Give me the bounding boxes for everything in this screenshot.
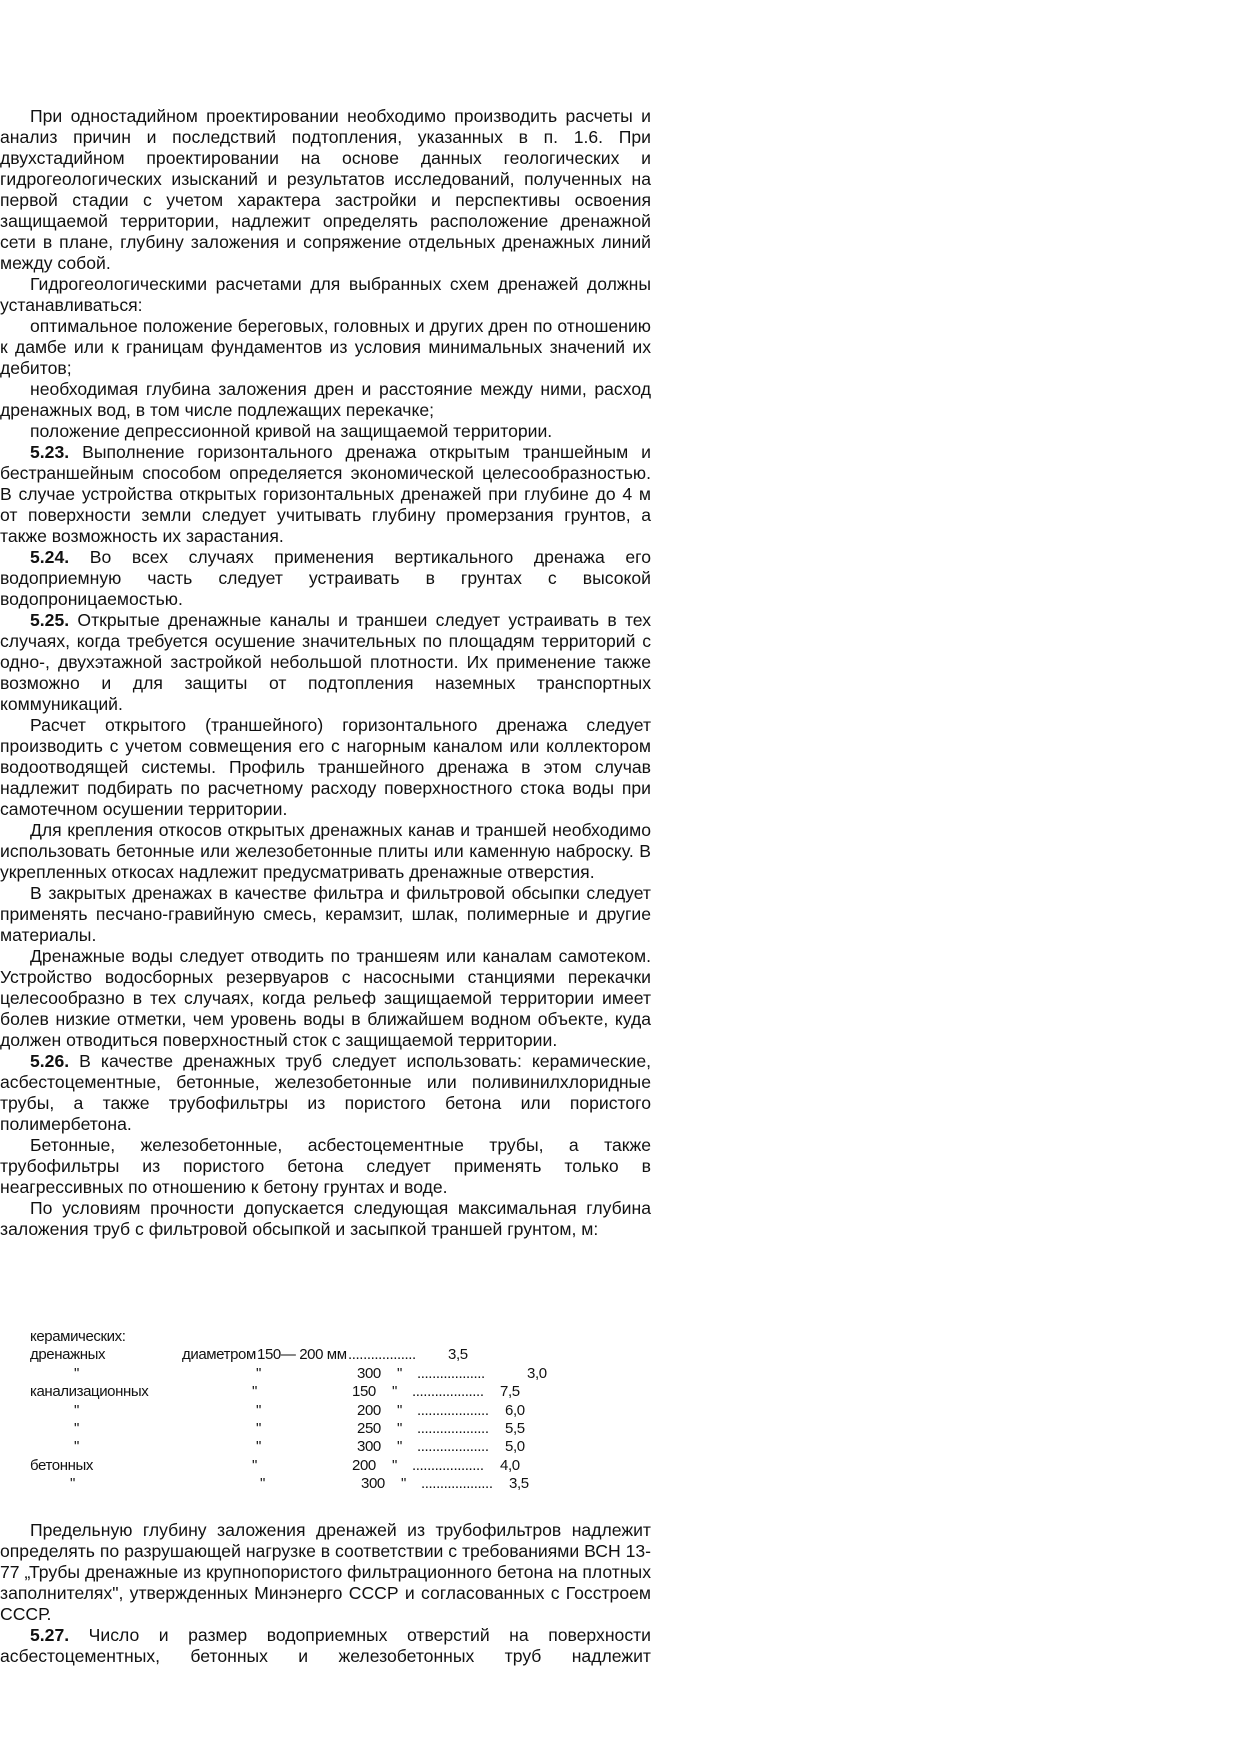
table-row xyxy=(30,1457,630,1475)
table-row xyxy=(30,1420,630,1438)
depth-value: 3,5 xyxy=(509,1475,529,1493)
clause-number: 5.23. xyxy=(30,442,70,462)
leader-dots: ................... xyxy=(417,1438,489,1456)
document-body xyxy=(0,106,651,1240)
pipe-type: бетонных xyxy=(30,1456,93,1474)
leader-dots: ................... xyxy=(421,1475,493,1493)
leader-dots: ................... xyxy=(412,1456,484,1474)
table-row xyxy=(30,1346,630,1364)
paragraph: В закрытых дренажах в качестве фильтра и фильтровой обсыпки следует применять песчано-гравийную смесь, керамзит, шлак, полимерные и другие материалы. xyxy=(0,883,651,945)
unit-ditto: " xyxy=(397,1364,402,1382)
clause-5-23: 5.23. Выполнение горизонтального дренажа открытым траншейным и бестраншейным способом определяется экономической целесообразностью. В случае устройства открытых горизонтальных дренажей при глубине до 4 м от поверхности земли следует учитывать глубину промерзания грунтов, а также возможность их зарастания. xyxy=(0,442,652,546)
diameter-label: " xyxy=(256,1419,261,1437)
paragraph: По условиям прочности допускается следующая максимальная глубина заложения труб с фильтровой обсыпкой и засыпкой траншей грунтом, м: xyxy=(0,1198,651,1239)
diameter: 300 xyxy=(361,1475,385,1493)
paragraph: оптимальное положение береговых, головных и других дрен по отношению к дамбе или к границам фундаментов из условия минимальных значений их дебитов; xyxy=(0,316,651,378)
clause-5-24: 5.24. Во всех случаях применения вертикального дренажа его водоприемную часть следует устраивать в грунтах с высокой водопроницаемостью. xyxy=(0,547,651,609)
diameter-label: " xyxy=(256,1364,261,1382)
paragraph: необходимая глубина заложения дрен и расстояние между ними, расход дренажных вод, в том числе подлежащих перекачке; xyxy=(0,379,651,420)
diameter: 250 xyxy=(357,1419,381,1437)
table-row xyxy=(30,1383,630,1401)
paragraph: положение депрессионной кривой на защищаемой территории. xyxy=(30,421,553,441)
unit-ditto: " xyxy=(392,1456,397,1474)
table-row xyxy=(30,1438,630,1456)
paragraph: Гидрогеологическими расчетами для выбранных схем дренажей должны устанавливаться: xyxy=(0,274,651,315)
table-row xyxy=(30,1365,630,1383)
diameter: 300 xyxy=(357,1438,381,1456)
diameter: 200 xyxy=(357,1401,381,1419)
table-header: керамических: xyxy=(30,1328,126,1345)
unit-ditto: " xyxy=(397,1419,402,1437)
pipe-depth-table xyxy=(30,1328,630,1494)
clause-number: 5.27. xyxy=(30,1625,70,1645)
pipe-type: " xyxy=(74,1419,79,1437)
paragraph: Для крепления откосов открытых дренажных канав и траншей необходимо использовать бетонные или железобетонные плиты или каменную наброску. В укрепленных откосах надлежит предусматривать дренажные отверстия. xyxy=(0,820,651,882)
paragraph: Бетонные, железобетонные, асбестоцементные трубы, а также трубофильтры из пористого бетона следует применять только в неагрессивных по отношению к бетону грунтах и воде. xyxy=(0,1135,651,1197)
diameter-label: " xyxy=(256,1438,261,1456)
diameter: 150 xyxy=(352,1383,376,1401)
depth-value: 7,5 xyxy=(500,1383,520,1401)
pipe-type: канализационных xyxy=(30,1383,149,1401)
paragraph: При одностадийном проектировании необходимо производить расчеты и анализ причин и последствий подтопления, указанных в п. 1.6. При двухстадийном проектировании на основе данных геологических и гидрогеологических изысканий и результатов исследований, полученных на первой стадии с учетом характера застройки и перспективы освоения защищаемой территории, надлежит определять расположение дренажной сети в плане, глубину заложения и сопряжение отдельных дренажных линий между собой. xyxy=(0,106,651,273)
unit-ditto: " xyxy=(397,1401,402,1419)
leader-dots: .................. xyxy=(417,1364,485,1382)
leader-dots: .................. xyxy=(348,1346,416,1364)
depth-value: 4,0 xyxy=(500,1456,520,1474)
unit-ditto: " xyxy=(392,1383,397,1401)
diameter-label: " xyxy=(252,1383,257,1401)
depth-value: 5,5 xyxy=(505,1419,525,1437)
pipe-type: " xyxy=(74,1401,79,1419)
diameter: 300 xyxy=(357,1364,381,1382)
table-header-row xyxy=(30,1328,630,1346)
diameter-label: " xyxy=(256,1401,261,1419)
table-row xyxy=(30,1475,630,1493)
diameter-label: диаметром xyxy=(182,1346,256,1364)
leader-dots: ................... xyxy=(412,1383,484,1401)
leader-dots: ................... xyxy=(417,1401,489,1419)
clause-number: 5.25. xyxy=(30,610,70,630)
diameter-label: " xyxy=(252,1456,257,1474)
paragraph: Дренажные воды следует отводить по траншеям или каналам самотеком. Устройство водосборных резервуаров с насосными станциями перекачки целесообразно в тех случаях, когда рельеф защищаемой территории имеет болев низкие отметки, чем уровень воды в ближайшем водном объекте, куда должен отводиться поверхностный сток с защищаемой территории. xyxy=(0,946,651,1050)
leader-dots: ................... xyxy=(417,1419,489,1437)
pipe-type: " xyxy=(74,1364,79,1382)
pipe-type: " xyxy=(74,1438,79,1456)
unit-ditto: " xyxy=(397,1438,402,1456)
document-body-continued xyxy=(0,1520,651,1667)
diameter-label: " xyxy=(260,1475,265,1493)
clause-number: 5.26. xyxy=(30,1051,70,1071)
depth-value: 6,0 xyxy=(505,1401,525,1419)
depth-value: 3,0 xyxy=(527,1364,547,1382)
diameter: 200 xyxy=(352,1456,376,1474)
table-row xyxy=(30,1402,630,1420)
diameter: 150— 200 мм xyxy=(257,1346,347,1364)
clause-5-26: 5.26. В качестве дренажных труб следует использовать: керамические, асбестоцементные, бетонные, железобетонные или поливинилхлоридные трубы, а также трубофильтры из пористого бетона или пористого полимербетона. xyxy=(0,1051,652,1134)
paragraph: Предельную глубину заложения дренажей из трубофильтров надлежит определять по разрушающей нагрузке в соответствии с требованиями ВСН 13-77 „Трубы дренажные из крупнопористого фильтрационного бетона на плотных заполнителях", утвержденных Минэнерго СССР и согласованных с Госстроем СССР. xyxy=(0,1520,651,1624)
depth-value: 5,0 xyxy=(505,1438,525,1456)
paragraph: Расчет открытого (траншейного) горизонтального дренажа следует производить с учетом совмещения его с нагорным каналом или коллектором водоотводящей системы. Профиль траншейного дренажа в этом случав надлежит подбирать по расчетному расходу поверхностного стока воды при самотечном осушении территории. xyxy=(0,715,651,819)
pipe-type: дренажных xyxy=(30,1346,106,1364)
pipe-type: " xyxy=(70,1475,75,1493)
depth-value: 3,5 xyxy=(448,1346,468,1364)
clause-number: 5.24. xyxy=(30,547,70,567)
clause-5-27: 5.27. Число и размер водоприемных отверстий на поверхности асбестоцементных, бетонных и железобетонных труб надлежит xyxy=(0,1625,652,1666)
clause-5-25: 5.25. Открытые дренажные каналы и траншеи следует устраивать в тех случаях, когда требуется осушение значительных по площадям территорий с одно-, двухэтажной застройкой небольшой плотности. Их применение также возможно и для защиты от подтопления наземных транспортных коммуникаций. xyxy=(0,610,651,714)
unit-ditto: " xyxy=(401,1475,406,1493)
